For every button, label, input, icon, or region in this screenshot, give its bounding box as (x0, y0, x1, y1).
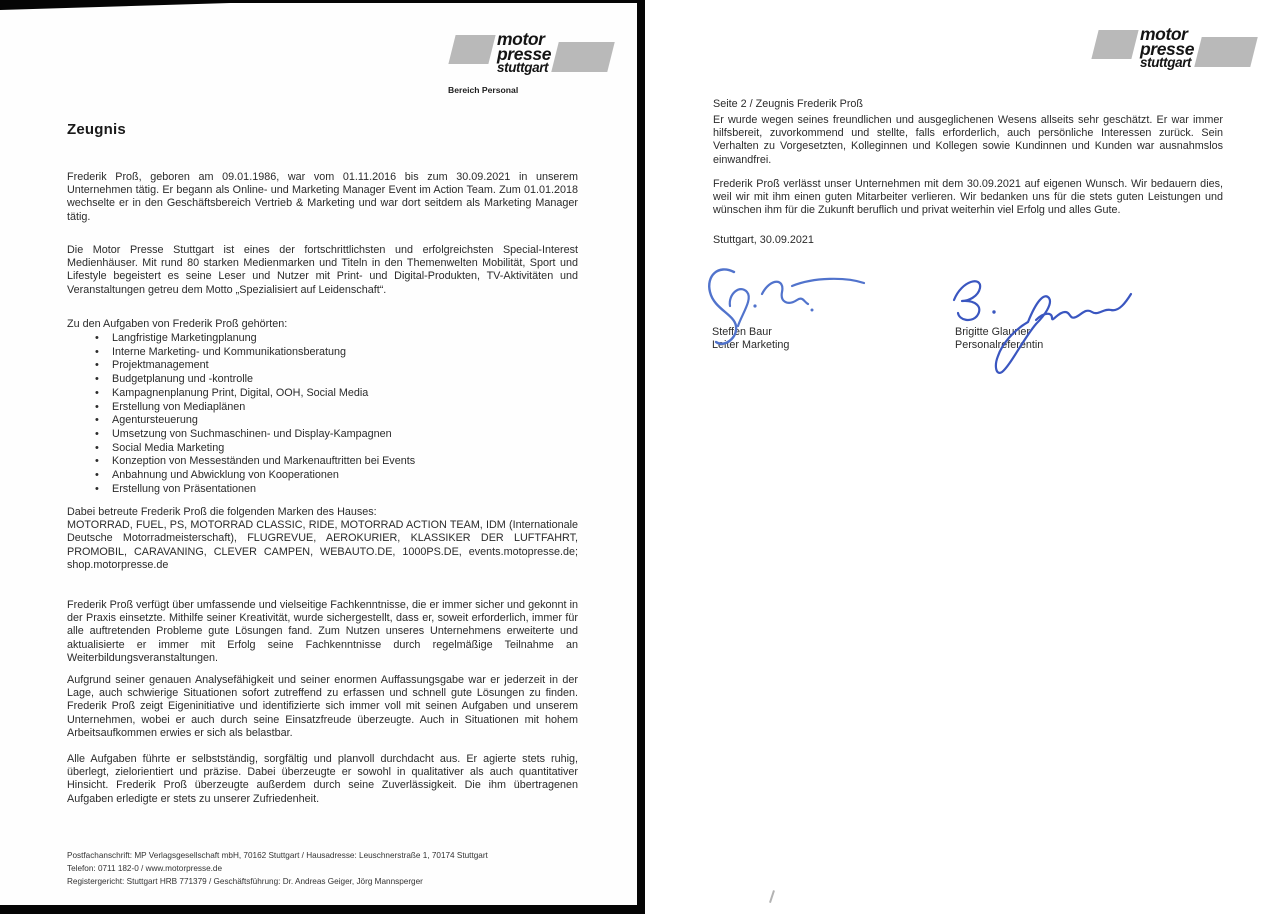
scan-artifact-mark (769, 890, 775, 903)
task-item: • Erstellung von Präsentationen (67, 483, 578, 497)
company-paragraph: Die Motor Presse Stuttgart ist eines der fortschrittlichsten und erfolgreichsten Special-Interest Medienhäuser. Mit rund 80 starken Medienmarken und Titeln in den Themenwelten Mobilität, Sport und Lifestyle begeistert es seine Leser und Nutzer mit Print- und Digital-Produkten, TV-Aktivitäten und Veranstaltungen getreu dem Motto „Spezialisiert auf Leidenschaft“. (67, 244, 578, 296)
logo-word-presse: presse (497, 43, 552, 64)
signer-name: Steffen Baur (712, 326, 772, 338)
footer-register-line: Registergericht: Stuttgart HRB 771379 / Geschäftsführung: Dr. Andreas Geiger, Jörg Mannsperger (67, 877, 423, 886)
task-item: • Konzeption von Messeständen und Markenauftritten bei Events (67, 455, 578, 469)
department-label: Bereich Personal (448, 85, 519, 95)
task-item: • Umsetzung von Suchmaschinen- und Display-Kampagnen (67, 428, 578, 442)
tasks-list (67, 332, 578, 496)
analysis-paragraph: Aufgrund seiner genauen Analysefähigkeit und seiner enormen Auffassungsgabe war er jederzeit in der Lage, auch schwierige Situationen sofort zutreffend zu erfassen und schnell gute Lösungen zu finden. Frederik Proß zeigt Eigeninitiative und identifizierte sich immer voll mit seinen Aufgaben und unserem Unternehmen, wobei er auch durch seine Einsatzfreude überzeugte. Auch in Situationen mit hohem Arbeitsaufkommen erwies er sich als belastbar. (67, 674, 578, 739)
tasks-intro: Zu den Aufgaben von Frederik Proß gehörten: (67, 318, 288, 330)
skills-paragraph: Frederik Proß verfügt über umfassende und vielseitige Fachkenntnisse, die er immer sicher und gekonnt in der Praxis einsetzte. Mithilfe seiner Kreativität, wurde sichergestellt, dass er, soweit erforderlich, immer für alle auftretenden Probleme gute Lösungen fand. Zum Nutzen unseres Unternehmens erweiterte und aktualisierte er immer mit Erfolg seine Fachkenntnisse durch regelmäßige Teilnahme an Weiterbildungsveranstaltungen. (67, 599, 578, 664)
footer (67, 849, 597, 888)
task-item: • Kampagnenplanung Print, Digital, OOH, Social Media (67, 387, 578, 401)
task-item: • Anbahnung und Abwicklung von Kooperationen (67, 469, 578, 483)
farewell-paragraph: Frederik Proß verlässt unser Unternehmen mit dem 30.09.2021 auf eigenen Wunsch. Wir bedauern dies, weil wir mit ihm einen guten Mitarbeiter verlieren. Wir bedanken uns für die stets guten Leistungen und wünschen ihm für die Zukunft beruflich und privat weiterhin viel Erfolg und alles Gute. (713, 178, 1223, 217)
task-item: • Budgetplanung und -kontrolle (67, 373, 578, 387)
logo-left-bar (448, 35, 495, 64)
page2-header: Seite 2 / Zeugnis Frederik Proß (713, 98, 864, 110)
brands-intro: Dabei betreute Frederik Proß die folgenden Marken des Hauses: (67, 506, 377, 518)
conclusion-paragraph: Alle Aufgaben führte er selbstständig, sorgfältig und planvoll durchdacht aus. Er agierte stets ruhig, überlegt, zielorientiert und präzise. Dabei überzeugte er sowohl in qualitativer als auch quantitativer Hinsicht. Frederik Proß überzeugte außerdem durch seine Zuverlässigkeit. Die ihm übertragenen Aufgaben erledigte er stets zu unserer Zufriedenheit. (67, 753, 578, 805)
logo-word-motor: motor (497, 29, 545, 49)
task-item: • Interne Marketing- und Kommunikationsberatung (67, 346, 578, 360)
task-item: • Agentursteuerung (67, 414, 578, 428)
brands-list: MOTORRAD, FUEL, PS, MOTORRAD CLASSIC, RIDE, MOTORRAD ACTION TEAM, IDM (Internationale Deutsche Motorradmeisterschaft), FLUGREVUE, AEROKURIER, KLASSIKER DER LUFTFAHRT, PROMOBIL, CARAVANING, CLEVER CAMPEN, WEBAUTO.DE, 1000PS.DE, events.motopresse.de; shop.motorpresse.de (67, 519, 578, 571)
signer-title: Personalreferentin (955, 338, 1044, 351)
brands-paragraph (67, 506, 578, 572)
footer-phone-line: Telefon: 0711 182-0 / www.motorpresse.de (67, 864, 223, 873)
conduct-paragraph: Er wurde wegen seines freundlichen und ausgeglichenen Wesens allseits sehr geschätzt. Er war immer hilfsbereit, zuvorkommend und stellte, falls erforderlich, auch persönliche Interessen zurück. Sein Verhalten zu Vorgesetzten, Kolleginnen und Kollegen sowie Kundinnen und Kunden war ausnahmslos einwandfrei. (713, 114, 1223, 166)
dateline: Stuttgart, 30.09.2021 (713, 234, 814, 246)
logo-word-stuttgart: stuttgart (1140, 54, 1192, 70)
logo-left-bar (1091, 30, 1138, 59)
logo-word-presse: presse (1140, 38, 1195, 59)
signer-title: Leiter Marketing (712, 338, 790, 351)
footer-address-line: Postfachanschrift: MP Verlagsgesellschaft mbH, 70162 Stuttgart / Hausadresse: Leuschnerstraße 1, 70174 Stuttgart (67, 851, 488, 860)
logo-word-motor: motor (1140, 24, 1188, 44)
motorpresse-logo-page2 (1095, 24, 1254, 70)
logo-right-bar (1194, 37, 1257, 67)
signature-block-left (712, 326, 789, 351)
signature-block-right (955, 326, 1043, 351)
motorpresse-logo-page1 (452, 29, 611, 75)
signer-name: Brigitte Glauner (955, 326, 1031, 338)
document-title: Zeugnis (67, 121, 126, 138)
signature-brigitte-glauner (940, 268, 1135, 376)
logo-wordmark (1140, 24, 1195, 70)
task-item: • Social Media Marketing (67, 442, 578, 456)
task-item: • Erstellung von Mediaplänen (67, 401, 578, 415)
logo-word-stuttgart: stuttgart (497, 59, 549, 75)
logo-wordmark (497, 29, 552, 75)
page-2 (645, 0, 1282, 914)
task-item: • Langfristige Marketingplanung (67, 332, 578, 346)
logo-right-bar (551, 42, 614, 72)
page-1-paper (0, 3, 637, 905)
intro-paragraph: Frederik Proß, geboren am 09.01.1986, war vom 01.11.2016 bis zum 30.09.2021 in unserem Unternehmen tätig. Er begann als Online- und Marketing Manager Event im Action Team. Zum 01.01.2018 wechselte er in den Geschäftsbereich Vertrieb & Marketing und war dort seitdem als Marketing Manager tätig. (67, 171, 578, 223)
task-item: • Projektmanagement (67, 359, 578, 373)
